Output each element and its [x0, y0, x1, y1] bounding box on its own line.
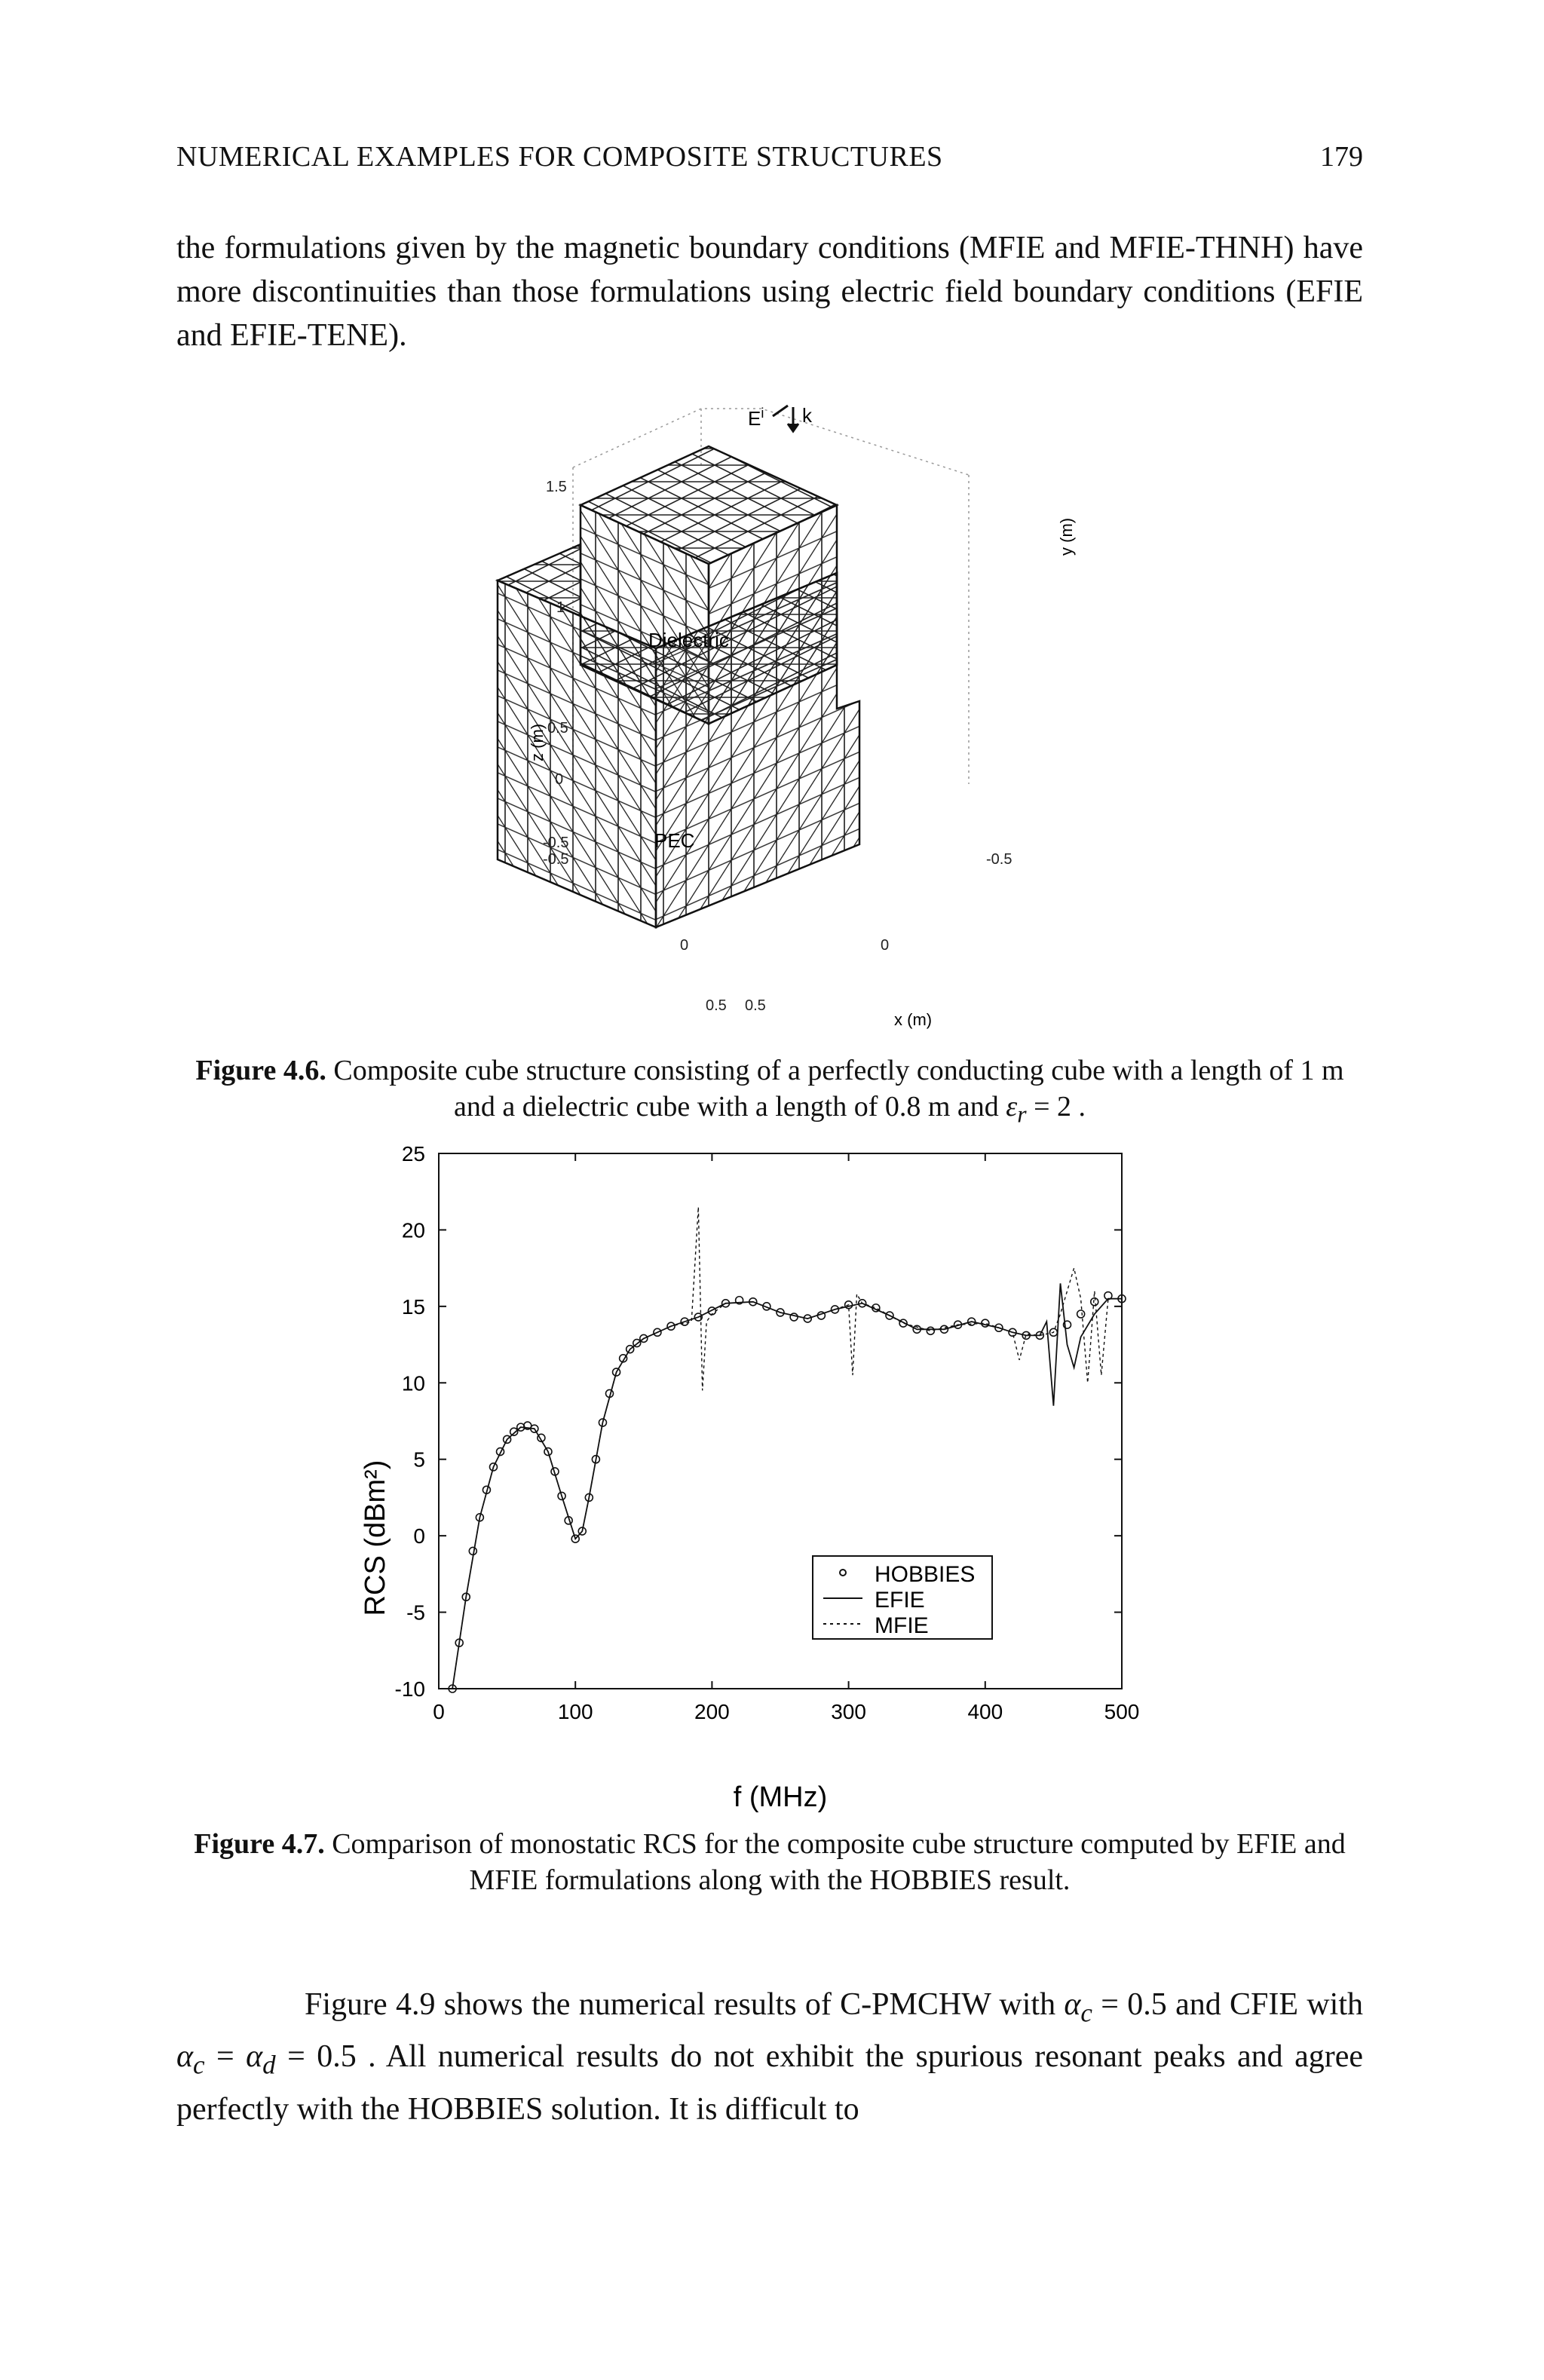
hobbies-point	[1077, 1310, 1085, 1318]
x-axis-label: x (m)	[894, 1010, 933, 1029]
caption-text: Comparison of monostatic RCS for the composite cube structure computed by EFIE and MFIE formulations along with the HOBBIES result.	[332, 1828, 1346, 1896]
alpha-symbol: α	[1064, 1987, 1081, 2022]
alpha-subscript: c	[1080, 1998, 1092, 2028]
z-tick: 1	[556, 599, 565, 616]
legend-label: HOBBIES	[875, 1562, 976, 1587]
y-tick-label: -10	[394, 1677, 425, 1701]
x-tick-label: 300	[831, 1700, 866, 1723]
paragraph-intro: the formulations given by the magnetic boundary conditions (MFIE and MFIE-THNH) have more discontinuities than those formulations using electric field boundary conditions (EFIE and EFIE-TENE).	[176, 231, 1363, 353]
hobbies-point	[927, 1327, 934, 1334]
para2-text: = 0.5 and CFIE with	[1092, 1987, 1363, 2022]
y-tick-label: -5	[406, 1600, 425, 1625]
efie-line	[452, 1283, 1122, 1689]
alpha-subscript: d	[262, 2050, 276, 2080]
caption-text: Composite cube structure consisting of a perfectly conducting cube with a length of 1 m and a dielectric cube with a length of 0.8 m and	[333, 1055, 1344, 1123]
alpha-symbol: α	[176, 2039, 194, 2075]
x-tick: 0.5	[745, 997, 766, 1014]
para2-text: = 0.5 . All numerical results do not exhibit the spurious resonant peaks and agree perfectly with the HOBBIES solution. It is difficult to	[176, 2039, 1363, 2127]
pec-label: PEC	[654, 829, 695, 852]
z-axis-label: z (m)	[528, 723, 547, 761]
caption-label: Figure 4.7.	[194, 1828, 325, 1860]
epsilon-symbol: ε	[1006, 1091, 1018, 1123]
figure-4-6	[482, 404, 1076, 1029]
y-tick-label: 20	[401, 1218, 425, 1242]
legend-label: MFIE	[875, 1613, 929, 1638]
legend	[813, 1556, 992, 1639]
z-tick: 0	[555, 771, 564, 788]
y-axis-label: y (m)	[1057, 517, 1076, 556]
figure-4-7-caption	[176, 1826, 1363, 1898]
hobbies-point	[1091, 1298, 1098, 1306]
alpha-subscript: c	[193, 2050, 205, 2080]
z-tick: -0.5	[543, 835, 569, 851]
x-tick: -0.5	[986, 851, 1012, 868]
y-tick: 0	[680, 937, 689, 954]
x-tick-label: 200	[694, 1700, 730, 1723]
page-number: 179	[1320, 141, 1363, 173]
caption-text-end: = 2 .	[1026, 1091, 1086, 1123]
x-tick-label: 0	[433, 1700, 445, 1723]
epsilon-subscript: r	[1017, 1101, 1027, 1128]
y-tick-label: 25	[401, 1142, 425, 1165]
legend-label: EFIE	[875, 1588, 925, 1613]
figure-4-7-chart	[354, 1142, 1199, 1813]
x-axis-label: f (MHz)	[733, 1781, 828, 1813]
z-tick: 0.5	[547, 720, 568, 737]
paragraph-results: Figure 4.9 shows the numerical results of C-PMCHW with $\alpha_c = 0.5$ and CFIE with $\alpha_c = \alpha_d = 0.5$ . All numerical results do not exhibit the spurious resonant peaks and agree perfectly with the HOBBIES solution. It is difficult to	[176, 1987, 1363, 2127]
figure-4-6-caption	[176, 1052, 1363, 1133]
plot-frame	[439, 1153, 1122, 1689]
y-tick-label: 15	[401, 1294, 425, 1319]
wave-vector-label: k	[802, 404, 812, 427]
y-tick-label: 0	[413, 1524, 425, 1548]
x-tick-label: 100	[557, 1700, 593, 1723]
running-header	[176, 140, 1363, 178]
y-tick-label: 10	[401, 1371, 425, 1395]
header-title: NUMERICAL EXAMPLES FOR COMPOSITE STRUCTURES	[176, 141, 943, 173]
incident-wave-icon	[773, 406, 798, 431]
y-axis-label: RCS (dBm²)	[360, 1460, 391, 1616]
x-tick-label: 400	[967, 1700, 1003, 1723]
x-tick-label: 500	[1104, 1700, 1140, 1723]
dielectric-label: Dielectric	[648, 629, 729, 651]
series-layer	[449, 1207, 1126, 1692]
y-tick: -0.5	[543, 851, 569, 868]
para2-text: Figure 4.9 shows the numerical results of C-PMCHW with	[305, 1987, 1065, 2022]
alpha-symbol: α	[246, 2039, 263, 2075]
y-tick-label: 5	[413, 1447, 425, 1472]
incident-e-label: $E^i$	[748, 406, 764, 430]
mfie-line	[452, 1207, 1122, 1689]
z-tick: 1.5	[546, 479, 567, 495]
caption-label: Figure 4.6.	[195, 1055, 326, 1086]
y-axis	[395, 1142, 1122, 1701]
x-tick: 0	[881, 937, 890, 954]
x-axis	[433, 1153, 1139, 1723]
y-tick: 0.5	[706, 997, 727, 1014]
